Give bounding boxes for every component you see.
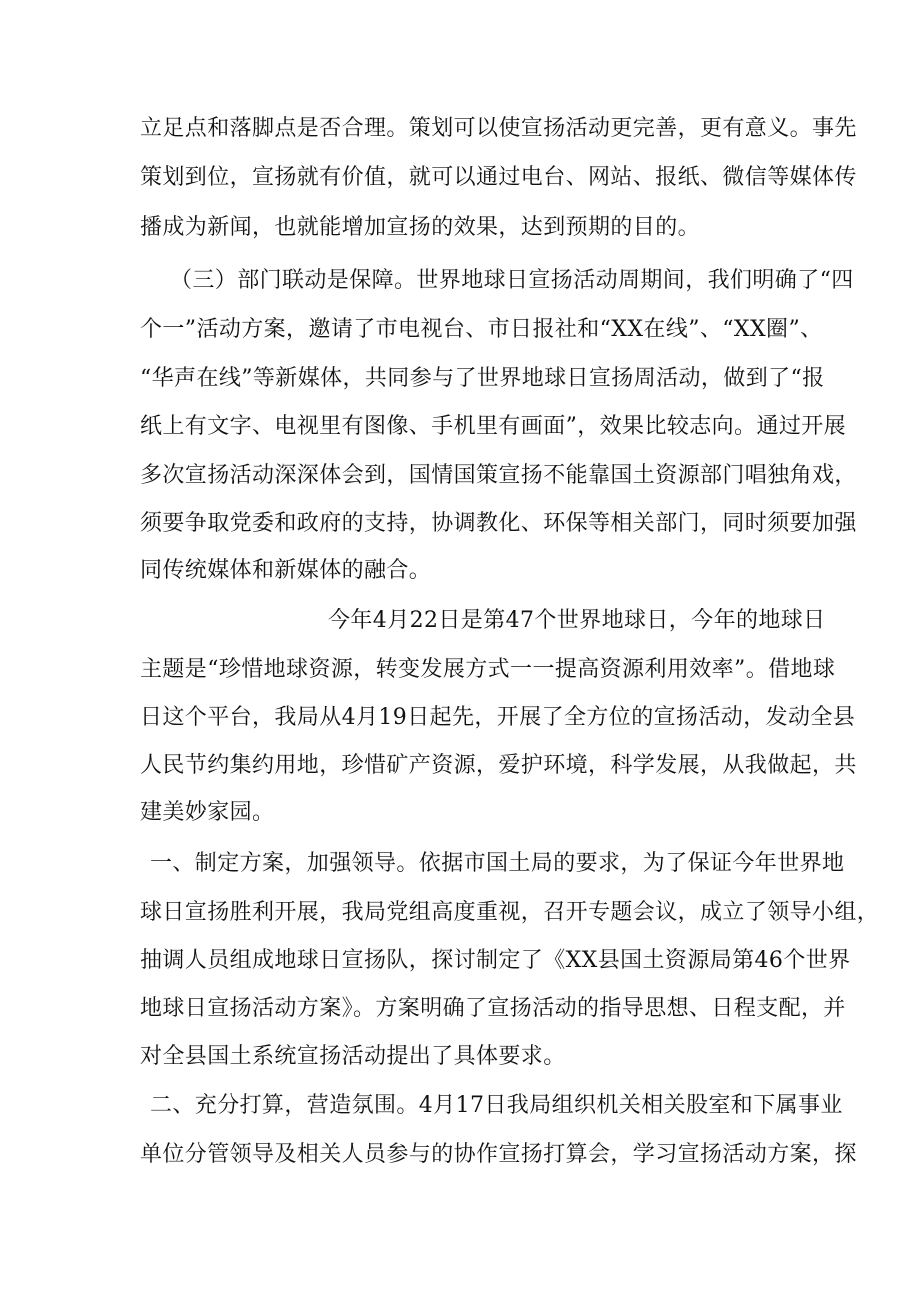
text-line: 球日宣扬胜利开展，我局党组高度重视，召开专题会议，成立了领导小组， <box>140 900 880 925</box>
text-line: （三）部门联动是保障。世界地球日宣扬活动周期间，我们明确了“四 <box>170 268 854 293</box>
text-line: “华声在线”等新媒体，共同参与了世界地球日宣扬周活动，做到了“报 <box>140 366 825 391</box>
text-line: 多次宣扬活动深深体会到，国情国策宣扬不能靠国土资源部门唱独角戏， <box>140 463 857 488</box>
text-line: 建美妙家园。 <box>140 800 275 825</box>
text-line: 对全县国土系统宣扬活动提出了具体要求。 <box>140 1044 566 1069</box>
text-line: 单位分管领导及相关人员参与的协作宣扬打算会，学习宣扬活动方案，探 <box>140 1142 857 1167</box>
text-line: 须要争取党委和政府的支持，协调教化、环保等相关部门，同时须要加强 <box>140 511 857 536</box>
text-line: 立足点和落脚点是否合理。策划可以使宣扬活动更完善，更有意义。事先 <box>140 116 857 141</box>
text-line: 策划到位，宣扬就有价值，就可以通过电台、网站、报纸、微信等媒体传 <box>140 165 857 190</box>
text-line: 二、充分打算，营造氛围。4月17日我局组织机关相关股室和下属事业 <box>150 1093 843 1118</box>
text-line: 抽调人员组成地球日宣扬队，探讨制定了《XX县国土资源局第46个世界 <box>140 948 851 973</box>
text-line: 日这个平台，我局从4月19日起先，开展了全方位的宣扬活动，发动全县 <box>140 705 856 730</box>
text-line: 主题是“珍惜地球资源，转变发展方式一一提高资源利用效率”。借地球 <box>140 657 836 682</box>
text-line: 人民节约集约用地，珍惜矿产资源，爱护环境，科学发展，从我做起，共 <box>140 753 857 778</box>
text-line: 纸上有文字、电视里有图像、手机里有画面”，效果比较志向。通过开展 <box>140 414 847 439</box>
text-line: 播成为新闻，也就能增加宣扬的效果，达到预期的目的。 <box>140 215 701 240</box>
text-line: 一、制定方案，加强领导。依据市国土局的要求，为了保证今年世界地 <box>150 851 845 876</box>
text-line: 个一”活动方案，邀请了市电视台、市日报社和“XX在线”、“XX圈”、 <box>140 317 823 342</box>
text-line: 地球日宣扬活动方案》。方案明确了宣扬活动的指导思想、日程支配，并 <box>140 996 846 1021</box>
text-line: 今年4月22日是第47个世界地球日，今年的地球日 <box>328 608 826 633</box>
text-line: 同传统媒体和新媒体的融合。 <box>140 558 432 583</box>
